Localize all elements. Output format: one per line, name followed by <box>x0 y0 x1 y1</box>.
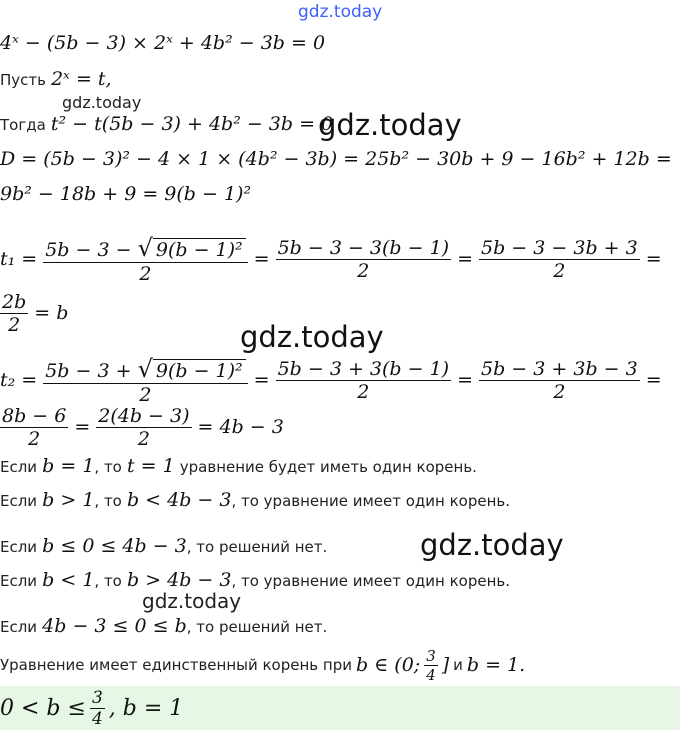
numerator: 5b − 3 − 3(b − 1) <box>277 236 450 259</box>
t2-result-fraction-2 <box>96 405 191 450</box>
case-math: t = 1 <box>126 455 175 477</box>
numerator: 5b − 3 − <box>45 238 132 261</box>
root-t2-result: $\frac{8b - 6}{2}$ = $\frac{2(4b - 3)}{2}$ = 4b − 3 <box>2 404 284 450</box>
numerator: 3 <box>91 687 103 708</box>
case-text: Уравнение имеет единственный корень при <box>0 656 352 674</box>
case-text: Если <box>0 538 38 556</box>
case-math: b < 1 <box>42 569 95 591</box>
t1-fraction-3 <box>479 237 640 282</box>
t1-result-value: = b <box>34 302 69 324</box>
interval-fraction <box>424 647 438 684</box>
case-math: b = 1. <box>466 654 526 676</box>
t1-result-fraction <box>0 291 28 336</box>
answer-left: 0 < b ≤ <box>0 695 86 721</box>
case-text: , то <box>94 458 122 476</box>
case-math: b > 1 <box>42 489 95 511</box>
conclusion-line <box>0 640 525 690</box>
denominator: 4 <box>426 665 436 684</box>
denominator: 2 <box>553 259 566 282</box>
case-math: b < 4b − 3 <box>126 489 232 511</box>
root-t2-line: t₂ = $\frac{\text{5b − 3 + √ 9(b − 1)²}}{2}$ = $\frac{5b - 3 + 3(b - 1)}{2}$ = $\frac{5b - 3 + 3b - 3}{2}$ = <box>0 354 662 406</box>
discriminant-line-2: 9b² − 18b + 9 = 9(b − 1)² <box>0 183 252 205</box>
answer-fraction <box>90 688 105 729</box>
case-line <box>0 455 477 477</box>
equation-main: 4ˣ − (5b − 3) × 2ˣ + 4b² − 3b = 0 <box>0 32 326 54</box>
watermark-top[interactable]: gdz.today <box>298 2 383 22</box>
numerator: 3 <box>426 646 436 665</box>
case-math: b = 1 <box>42 455 95 477</box>
case-math: b ≤ 0 ≤ 4b − 3 <box>42 535 187 557</box>
root-t1-line: t₁ = $\frac{\text{5b − 3 − √ 9(b − 1)²}}{2}$ = $\frac{5b - 3 - 3(b - 1)}{2}$ = $\frac{5b - 3 - 3b + 3}{2}$ = <box>0 233 662 285</box>
answer-box <box>0 686 680 730</box>
text-label: Пусть <box>0 71 46 89</box>
sqrt-radicand: 9(b − 1)² <box>153 359 246 382</box>
case-math: b > 4b − 3 <box>126 569 232 591</box>
watermark-big[interactable]: gdz.today <box>240 320 384 354</box>
t2-result-fraction-1 <box>0 405 68 450</box>
text-label: Тогда <box>0 116 46 134</box>
numerator: 8b − 6 <box>2 404 67 427</box>
watermark-big[interactable]: gdz.today <box>318 108 462 142</box>
t2-fraction-3 <box>479 358 640 403</box>
case-text: , то решений нет. <box>186 618 328 636</box>
answer-right: , b = 1 <box>108 695 184 721</box>
case-text: , то уравнение имеет один корень. <box>231 572 510 590</box>
denominator: 2 <box>139 383 152 406</box>
math-expression: t² − t(5b − 3) + 4b² − 3b = 0 <box>50 113 334 135</box>
numerator: 2b <box>2 290 27 313</box>
case-math: ] <box>441 654 450 676</box>
substitution-line <box>0 68 112 90</box>
quadratic-line <box>0 113 333 135</box>
denominator: 2 <box>8 313 21 336</box>
case-text: Если <box>0 492 38 510</box>
case-text: уравнение будет иметь один корень. <box>179 458 477 476</box>
case-line <box>0 615 327 637</box>
case-text: Если <box>0 618 38 636</box>
denominator: 2 <box>357 380 370 403</box>
watermark-small[interactable]: gdz.today <box>62 93 142 112</box>
root-t1-result <box>0 285 68 341</box>
denominator: 2 <box>553 380 566 403</box>
t2-fraction-1: $\frac{\text{5b − 3 + √ 9(b − 1)²}}{2}$ <box>43 355 247 406</box>
denominator: 2 <box>357 259 370 282</box>
numerator: 5b − 3 − 3b + 3 <box>481 236 638 259</box>
sqrt-radicand: 9(b − 1)² <box>153 238 246 261</box>
numerator: 5b − 3 + <box>45 359 132 382</box>
math-expression: 2ˣ = t, <box>51 68 112 90</box>
case-line <box>0 535 327 557</box>
denominator: 2 <box>28 427 41 450</box>
case-text: , то <box>94 492 122 510</box>
t1-label: t₁ = <box>0 248 38 270</box>
t1-fraction-1: $\frac{\text{5b − 3 − √ 9(b − 1)²}}{2}$ <box>43 234 247 285</box>
case-text: , то уравнение имеет один корень. <box>231 492 510 510</box>
case-text: Если <box>0 458 38 476</box>
denominator: 2 <box>139 262 152 285</box>
case-math: 4b − 3 ≤ 0 ≤ b <box>42 615 187 637</box>
numerator: 2(4b − 3) <box>98 404 190 427</box>
case-text: , то <box>94 572 122 590</box>
t2-label: t₂ = <box>0 369 38 391</box>
case-text: Если <box>0 572 38 590</box>
denominator: 4 <box>91 708 103 729</box>
numerator: 5b − 3 + 3b − 3 <box>481 357 638 380</box>
case-line <box>0 489 510 511</box>
watermark-small[interactable]: gdz.today <box>142 589 242 613</box>
t1-fraction-2 <box>276 237 452 282</box>
discriminant-line-1: D = (5b − 3)² − 4 × 1 × (4b² − 3b) = 25b² − 30b + 9 − 16b² + 12b = <box>0 148 672 170</box>
case-text: и <box>453 656 463 674</box>
denominator: 2 <box>137 427 150 450</box>
case-text: , то решений нет. <box>186 538 328 556</box>
numerator: 5b − 3 + 3(b − 1) <box>277 357 450 380</box>
t2-fraction-2 <box>276 358 452 403</box>
case-math: b ∈ (0; <box>355 654 421 676</box>
case-line <box>0 569 510 591</box>
watermark-big[interactable]: gdz.today <box>420 528 564 562</box>
t2-result-value: = 4b − 3 <box>197 416 284 438</box>
